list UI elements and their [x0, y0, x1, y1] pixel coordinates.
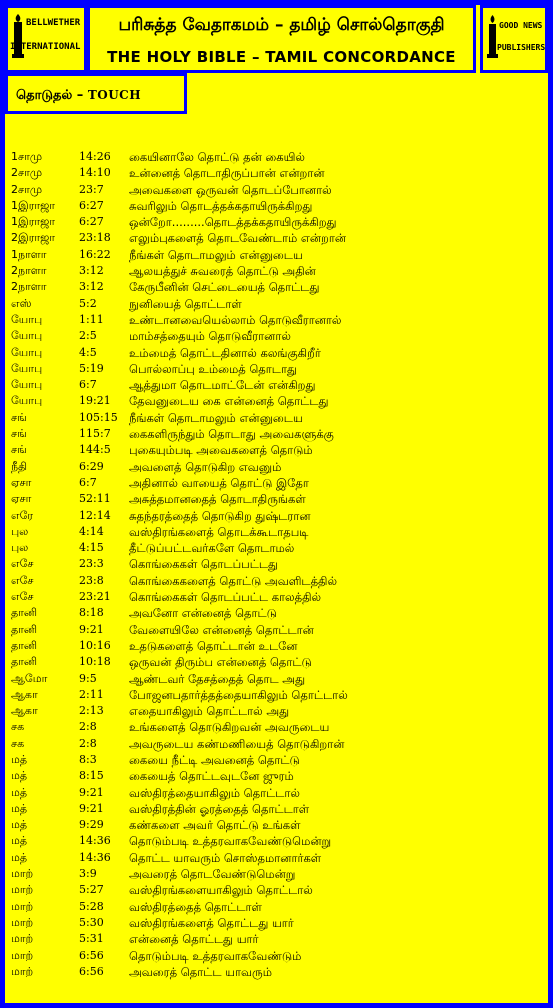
entry-text: கைகளிருந்தும் தொடாது அவைகளுக்கு	[129, 427, 334, 442]
concordance-entry	[11, 247, 548, 263]
entry-text: ஆலயத்துச் சுவரைத் தொட்டு அதின்	[129, 264, 316, 279]
page-title-tamil: பரிசுத்த வேதாகமம் – தமிழ் சொல்தொகுதி	[118, 15, 445, 35]
entry-book: ஆகா	[11, 704, 38, 718]
entry-reference: 6:56	[79, 948, 104, 962]
concordance-entry	[11, 785, 548, 801]
concordance-entry	[11, 508, 548, 524]
concordance-entry	[11, 475, 548, 491]
entry-text: போஜனபதார்த்தத்தையாகிலும் தொட்டால்	[129, 687, 348, 702]
concordance-entry	[11, 410, 548, 426]
entry-text: உங்களைத் தொடுகிறவன் அவருடைய	[129, 720, 330, 735]
concordance-entry	[11, 882, 548, 898]
entry-text: தீட்டுப்பட்டவர்களே தொடாமல்	[129, 541, 295, 556]
concordance-entry	[11, 524, 548, 540]
entry-reference: 3:12	[79, 280, 104, 294]
entry-text: என்னைத் தொட்டது யார்	[129, 932, 259, 947]
concordance-entry	[11, 589, 548, 605]
entry-book: 1சாமு	[11, 150, 43, 163]
entry-book: 1இராஜா	[11, 198, 56, 212]
concordance-entry	[11, 622, 548, 638]
section-heading	[5, 73, 187, 114]
entry-book: 2நாளா	[11, 280, 47, 294]
entry-book: நீதி	[11, 459, 28, 473]
concordance-entry	[11, 801, 548, 817]
entry-book: யோபு	[11, 378, 43, 392]
entry-book: 2சாமு	[11, 166, 43, 180]
entry-reference: 8:15	[79, 769, 104, 783]
entry-reference: 9:21	[79, 785, 104, 799]
entry-text: அசுத்தமானதைத் தொடாதிருங்கள்	[129, 492, 306, 507]
concordance-entry	[11, 768, 548, 784]
entry-text: அவரைத் தொட்ட யாவரும்	[129, 964, 272, 979]
entry-text: அவனோ என்னைத் தொட்டு	[129, 606, 277, 621]
concordance-entry	[11, 345, 548, 361]
entry-book: யோபு	[11, 345, 43, 359]
concordance-entry	[11, 393, 548, 409]
entry-book: மாற்	[11, 964, 34, 978]
concordance-entry	[11, 915, 548, 931]
entry-book: எசே	[11, 573, 34, 587]
entry-reference: 9:29	[79, 818, 104, 832]
concordance-entry	[11, 850, 548, 866]
concordance-entry	[11, 263, 548, 279]
entry-text: அவளைத் தொடுகிற எவனும்	[129, 459, 282, 474]
section-label-tamil: தொடுதல்	[16, 88, 73, 103]
concordance-entry	[11, 459, 548, 475]
entry-book: மாற்	[11, 915, 34, 929]
concordance-entry	[11, 752, 548, 768]
entry-book: ஏசா	[11, 475, 32, 489]
concordance-entry	[11, 214, 548, 230]
logo-right-line2: PUBLISHERS	[497, 43, 546, 52]
entry-text: எதையாகிலும் தொட்டால் அது	[129, 704, 290, 719]
entry-text: வஸ்திரத்தையாகிலும் தொட்டால்	[129, 785, 300, 800]
entry-text: தொடும்படி உத்தரவாகவேண்டும்	[129, 948, 302, 963]
concordance-entry	[11, 198, 548, 214]
concordance-entry	[11, 296, 548, 312]
concordance-entry	[11, 817, 548, 833]
entry-book: மத்	[11, 850, 28, 864]
entry-book: தானி	[11, 606, 38, 620]
entry-book: மத்	[11, 818, 28, 832]
entry-text: அவைகளை ஒருவன் தொடப்போனால்	[129, 182, 332, 197]
entry-text: வஸ்திரத்தைத் தொட்டாள்	[129, 899, 262, 914]
entry-reference: 4:5	[79, 345, 97, 359]
entry-reference: 6:27	[79, 198, 104, 212]
entry-text: அவருடைய கண்மணியைத் தொடுகிறான்	[129, 736, 345, 751]
entry-reference: 144:5	[79, 443, 111, 457]
concordance-entry	[11, 377, 548, 393]
entry-reference: 23:21	[79, 590, 111, 604]
entry-reference: 14:26	[79, 150, 111, 163]
concordance-entry	[11, 540, 548, 556]
entry-reference: 6:56	[79, 964, 104, 978]
concordance-entry	[11, 605, 548, 621]
title-box	[87, 5, 476, 73]
entry-text: புகையும்படி அவைகளைத் தொடும்	[129, 443, 313, 458]
entry-text: கண்களை அவர் தொட்டு உங்கள்	[129, 818, 301, 833]
entry-reference: 2:8	[79, 736, 97, 750]
concordance-entry	[11, 442, 548, 458]
concordance-entry	[11, 638, 548, 654]
entry-book: எரே	[11, 508, 34, 522]
entry-book: சக	[11, 720, 25, 734]
entry-book: புல	[11, 541, 29, 555]
entry-book: மத்	[11, 801, 28, 815]
entry-text: வஸ்திரங்களைத் தொடக்கூடாதபடி	[129, 524, 309, 539]
concordance-entry	[11, 230, 548, 246]
entry-book: எசே	[11, 557, 34, 571]
entry-reference: 10:18	[79, 655, 111, 669]
entry-book: மாற்	[11, 948, 34, 962]
entry-book: 2சாமு	[11, 182, 43, 196]
entry-reference: 23:18	[79, 231, 111, 245]
entry-text: கேருபீனின் செட்டையைத் தொட்டது	[129, 280, 320, 295]
entry-book: மத்	[11, 785, 28, 799]
bellwether-logo	[5, 5, 87, 73]
concordance-entry	[11, 866, 548, 882]
entry-reference: 9:21	[79, 622, 104, 636]
entry-text: அதினால் வாயைத் தொட்டு இதோ	[129, 475, 309, 490]
entry-text: கையை நீட்டி அவனைத் தொட்டு	[129, 752, 300, 767]
concordance-entry	[11, 491, 548, 507]
entry-reference: 14:10	[79, 166, 111, 180]
entry-reference: 6:7	[79, 378, 97, 392]
entry-reference: 6:29	[79, 459, 104, 473]
entry-text: தொட்ட யாவரும் சொஸ்தமானார்கள்	[129, 850, 322, 865]
entry-reference: 3:9	[79, 867, 97, 881]
entry-book: மாற்	[11, 883, 34, 897]
concordance-list	[11, 149, 548, 980]
concordance-entry	[11, 556, 548, 572]
entry-text: வஸ்திரங்களையாகிலும் தொட்டால்	[129, 883, 313, 898]
concordance-entry	[11, 149, 548, 165]
entry-text: சுவரிலும் தொடத்தக்கதாயிருக்கிறது	[129, 198, 313, 213]
concordance-entry	[11, 948, 548, 964]
entry-text: மாம்சத்தையும் தொடுவீரானால்	[129, 329, 291, 344]
entry-text: உதடுகளைத் தொட்டான் உடனே	[129, 638, 298, 653]
entry-book: மாற்	[11, 932, 34, 946]
entry-book: ஆமோ	[11, 671, 48, 685]
entry-text: எலும்புகளைத் தொடவேண்டாம் என்றான்	[129, 231, 346, 246]
entry-reference: 105:15	[79, 410, 118, 424]
entry-reference: 2:8	[79, 720, 97, 734]
concordance-entry	[11, 736, 548, 752]
entry-text: ஆத்துமா தொடமாட்டேன் என்கிறது	[129, 378, 316, 393]
entry-text: ஆண்டவர் தேசத்தைத் தொட அது	[129, 671, 306, 686]
concordance-entry	[11, 312, 548, 328]
goodnews-logo	[480, 5, 548, 73]
concordance-entry	[11, 719, 548, 735]
entry-text: நுனியைத் தொட்டாள்	[129, 296, 242, 311]
entry-reference: 5:19	[79, 361, 104, 375]
concordance-entry	[11, 671, 548, 687]
section-label-english: TOUCH	[87, 88, 142, 102]
entry-book: யோபு	[11, 394, 43, 408]
entry-text: கையினாலே தொட்டு தன் கையில்	[129, 150, 305, 164]
entry-reference: 4:15	[79, 541, 104, 555]
entry-reference: 14:36	[79, 850, 111, 864]
entry-reference: 2:5	[79, 329, 97, 343]
entry-reference: 4:14	[79, 524, 104, 538]
entry-book: 2இராஜா	[11, 231, 56, 245]
entry-text: உண்டானவையெல்லாம் தொடுவீரானால்	[129, 312, 342, 327]
entry-text: கொங்கைகள் தொடப்பட்டது	[129, 557, 279, 572]
entry-text: தொடும்படி உத்தரவாகவேண்டுமென்று	[129, 834, 332, 849]
entry-text: ஒன்றோ.........தொடத்தக்கதாயிருக்கிறது	[129, 215, 337, 230]
entry-reference: 23:7	[79, 182, 104, 196]
entry-text: நீங்கள் தொடாமலும் என்னுடைய	[129, 410, 303, 425]
entry-book: 2நாளா	[11, 264, 47, 278]
entry-book: தானி	[11, 638, 38, 652]
entry-book: புல	[11, 524, 29, 538]
entry-book: தானி	[11, 622, 38, 636]
entry-reference: 8:18	[79, 606, 104, 620]
lamp-icon	[483, 8, 545, 70]
entry-book: எசே	[11, 590, 34, 604]
entry-reference: 6:27	[79, 215, 104, 229]
entry-text: ஒருவன் திரும்ப என்னைத் தொட்டு	[129, 655, 312, 670]
entry-text: கொங்கைகளைத் தொட்டு அவளிடத்தில்	[129, 573, 338, 588]
concordance-entry	[11, 182, 548, 198]
entry-reference: 23:3	[79, 557, 104, 571]
entry-reference: 2:11	[79, 687, 104, 701]
concordance-entry	[11, 573, 548, 589]
entry-reference: 1:11	[79, 312, 104, 326]
entry-reference: 5:27	[79, 883, 104, 897]
concordance-entry	[11, 687, 548, 703]
concordance-entry	[11, 426, 548, 442]
entry-reference: 23:8	[79, 573, 104, 587]
entry-text: உம்மைத் தொட்டதினால் கலங்குகிறீர்	[129, 345, 321, 360]
entry-reference: 5:2	[79, 296, 97, 310]
entry-book: தானி	[11, 655, 38, 669]
entry-reference: 9:21	[79, 801, 104, 815]
entry-text: கையைத் தொட்டவுடனே ஜுரம்	[129, 769, 294, 784]
entry-reference: 19:21	[79, 394, 111, 408]
entry-book: ஆகா	[11, 687, 38, 701]
entry-text: வேளையிலே என்னைத் தொட்டான்	[129, 622, 314, 637]
entry-book: மாற்	[11, 899, 34, 913]
entry-reference: 5:30	[79, 915, 104, 929]
entry-book: மாற்	[11, 867, 34, 881]
concordance-entry	[11, 931, 548, 947]
entry-book: யோபு	[11, 361, 43, 375]
entry-reference: 14:36	[79, 834, 111, 848]
entry-book: எஸ்	[11, 296, 32, 310]
entry-book: சக	[11, 736, 25, 750]
entry-reference: 16:22	[79, 247, 111, 261]
concordance-entry	[11, 279, 548, 295]
entry-text: உன்னைத் தொடாதிருப்பான் என்றான்	[129, 166, 325, 181]
entry-reference: 3:12	[79, 264, 104, 278]
entry-book: சங்	[11, 410, 27, 424]
concordance-entry	[11, 833, 548, 849]
entry-text: கொங்கைகள் தொடப்பட்ட காலத்தில்	[129, 590, 322, 605]
logo-left-line1: BELLWETHER	[26, 18, 81, 28]
concordance-entry	[11, 361, 548, 377]
entry-book: சங்	[11, 427, 27, 441]
logo-left-line2: INTERNATIONAL	[10, 42, 81, 52]
entry-text: சுதந்தரத்தைத் தொடுகிற துஷ்டரான	[129, 508, 311, 523]
entry-reference: 10:16	[79, 638, 111, 652]
entry-book: மத்	[11, 769, 28, 783]
entry-reference: 2:13	[79, 704, 104, 718]
entry-book: 1இராஜா	[11, 215, 56, 229]
entry-text: அவரைத் தொடவேண்டுமென்று	[129, 867, 296, 882]
entry-text: வஸ்திரங்களைத் தொட்டது யார்	[129, 915, 294, 930]
entry-book: மத்	[11, 834, 28, 848]
entry-text: தேவனுடைய கை என்னைத் தொட்டது	[129, 394, 329, 409]
concordance-entry	[11, 654, 548, 670]
entry-reference: 52:11	[79, 492, 111, 506]
concordance-entry	[11, 165, 548, 181]
entry-book: சங்	[11, 443, 27, 457]
concordance-entry	[11, 328, 548, 344]
entry-reference: 115:7	[79, 427, 111, 441]
entry-reference: 5:31	[79, 932, 104, 946]
logo-right-line1: GOOD NEWS	[499, 21, 543, 30]
entry-reference: 6:7	[79, 475, 97, 489]
concordance-entry	[11, 703, 548, 719]
concordance-entry	[11, 964, 548, 980]
entry-text: பொல்லாப்பு உம்மைத் தொடாது	[129, 361, 297, 376]
concordance-entry	[11, 899, 548, 915]
entry-text: வஸ்திரத்தின் ஓரத்தைத் தொட்டாள்	[129, 801, 310, 816]
entry-reference: 12:14	[79, 508, 111, 522]
page-title-english: THE HOLY BIBLE – TAMIL CONCORDANCE	[107, 48, 456, 66]
entry-reference: 9:5	[79, 671, 97, 685]
entry-text: நீங்கள் தொடாமலும் என்னுடைய	[129, 247, 303, 262]
entry-book: யோபு	[11, 329, 43, 343]
entry-book: மத்	[11, 752, 28, 766]
entry-book: 1நாளா	[11, 247, 47, 261]
page-frame	[5, 5, 548, 1003]
entry-reference: 8:3	[79, 752, 97, 766]
entry-reference: 5:28	[79, 899, 104, 913]
entry-book: யோபு	[11, 312, 43, 326]
entry-book: ஏசா	[11, 492, 32, 506]
section-separator: –	[76, 88, 84, 103]
